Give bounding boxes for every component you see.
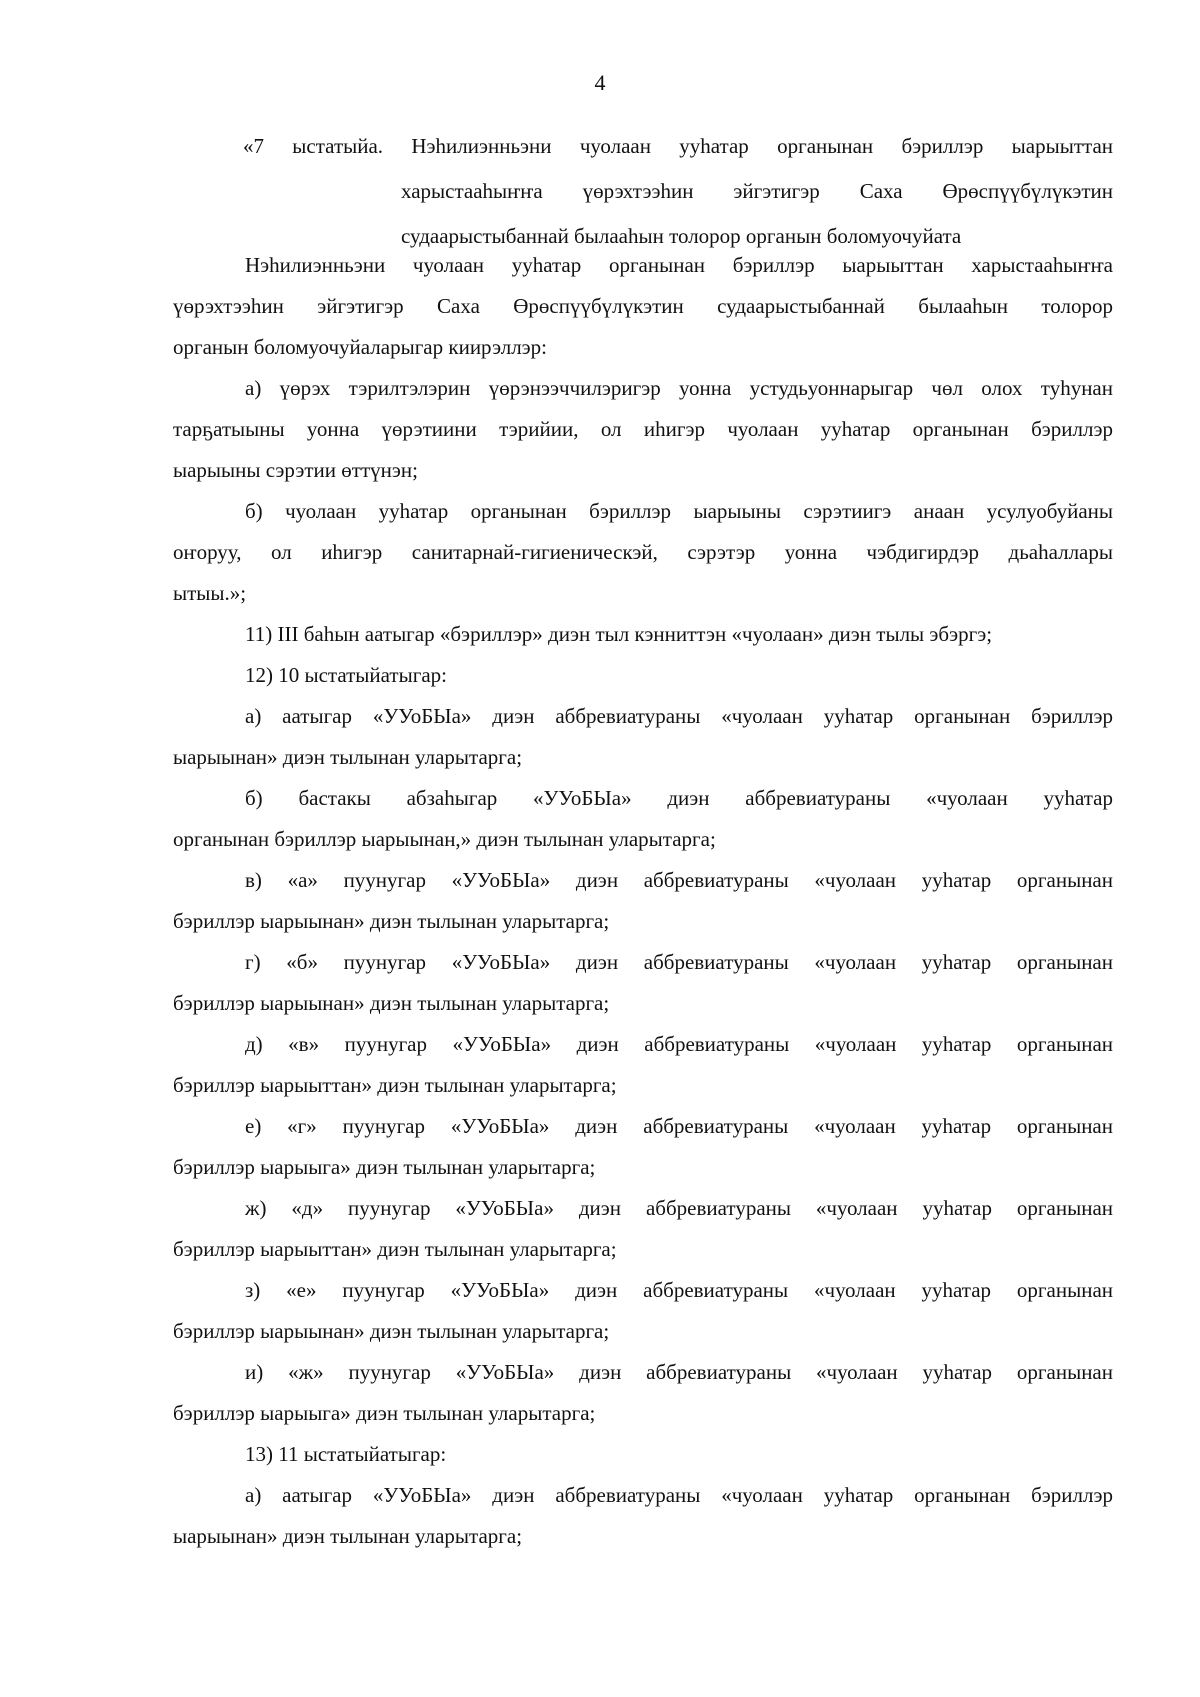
page-number: 4 — [594, 70, 606, 95]
paragraph-line: а) аатыгар «УУоБЫа» диэн аббревиатураны «чуолаан ууһатар органынан бэриллэр — [245, 704, 1113, 728]
paragraph-line: тарҕатыыны уонна үөрэтиини тэрийии, ол иһигэр чуолаан ууһатар органынан бэриллэр — [173, 417, 1113, 441]
paragraph-line: 13) 11 ыстатыйатыгар: — [245, 1442, 447, 1466]
paragraph-line: ыарыыны сэрэтии өттүнэн; — [173, 458, 418, 482]
paragraph — [173, 1106, 1113, 1188]
paragraph — [173, 1188, 1113, 1270]
paragraph — [173, 245, 1113, 368]
paragraph — [173, 368, 1113, 491]
paragraph — [173, 860, 1113, 942]
paragraph-line: ытыы.»; — [173, 581, 247, 605]
paragraph-line: ж) «д» пуунугар «УУоБЫа» диэн аббревиатураны «чуолаан ууһатар органынан — [245, 1196, 1113, 1220]
paragraph-line: г) «б» пуунугар «УУоБЫа» диэн аббревиатураны «чуолаан ууһатар органынан — [245, 950, 1113, 974]
paragraph-line: бэриллэр ыарыыттан» диэн тылынан уларытарга; — [173, 1237, 617, 1261]
paragraph-line: д) «в» пуунугар «УУоБЫа» диэн аббревиатураны «чуолаан ууһатар органынан — [245, 1032, 1113, 1056]
paragraph — [173, 491, 1113, 614]
article-heading-line: судаарыстыбаннай былааһын толорор органын боломуочуйата — [401, 224, 962, 248]
paragraph-line: е) «г» пуунугар «УУоБЫа» диэн аббревиатураны «чуолаан ууһатар органынан — [245, 1114, 1113, 1138]
paragraph — [173, 1352, 1113, 1434]
paragraph-line: бэриллэр ыарыыга» диэн тылынан уларытарга; — [173, 1155, 596, 1179]
paragraph-line: ыарыынан» диэн тылынан уларытарга; — [173, 745, 523, 769]
paragraph — [173, 614, 1113, 655]
document-body — [173, 245, 1113, 1557]
paragraph — [173, 1434, 1113, 1475]
article-heading-line: «7 ыстатыйа. Нэһилиэнньэни чуолаан ууһатар органынан бэриллэр ыарыыттан — [243, 134, 1113, 158]
paragraph-line: з) «е» пуунугар «УУоБЫа» диэн аббревиатураны «чуолаан ууһатар органынан — [245, 1278, 1113, 1302]
paragraph-line: бэриллэр ыарыынан» диэн тылынан уларытарга; — [173, 991, 610, 1015]
article-heading-line: харыстааһыҥҥа үөрэхтээһин эйгэтигэр Саха Өрөспүүбүлүкэтин — [401, 179, 1113, 203]
paragraph-line: бэриллэр ыарыыга» диэн тылынан уларытарга; — [173, 1401, 596, 1425]
paragraph-line: бэриллэр ыарыынан» диэн тылынан уларытарга; — [173, 909, 610, 933]
paragraph-line: оҥоруу, ол иһигэр санитарнай-гигиеническэй, сэрэтэр уонна чэбдигирдэр дьаһаллары — [173, 540, 1113, 564]
paragraph-line: а) үөрэх тэрилтэлэрин үөрэнээччилэригэр уонна устудьуоннарыгар чөл олох туһунан — [245, 376, 1113, 400]
paragraph-line: бэриллэр ыарыыттан» диэн тылынан уларытарга; — [173, 1073, 617, 1097]
paragraph — [173, 655, 1113, 696]
paragraph-line: Нэһилиэнньэни чуолаан ууһатар органынан бэриллэр ыарыыттан харыстааһыҥҥа — [245, 253, 1113, 277]
paragraph — [173, 778, 1113, 860]
paragraph-line: в) «а» пуунугар «УУоБЫа» диэн аббревиатураны «чуолаан ууһатар органынан — [245, 868, 1113, 892]
paragraph — [173, 1024, 1113, 1106]
paragraph-line: б) чуолаан ууһатар органынан бэриллэр ыарыыны сэрэтиигэ анаан усулуобуйаны — [245, 499, 1113, 523]
paragraph-line: ыарыынан» диэн тылынан уларытарга; — [173, 1524, 523, 1548]
paragraph-line: 12) 10 ыстатыйатыгар: — [245, 663, 447, 687]
paragraph — [173, 942, 1113, 1024]
article-heading — [243, 124, 1113, 259]
paragraph-line: 11) III баһын аатыгар «бэриллэр» диэн тыл кэнниттэн «чуолаан» диэн тылы эбэргэ; — [245, 622, 993, 646]
paragraph-line: органын боломуочуйаларыгар киирэллэр: — [173, 335, 548, 359]
paragraph-line: б) бастакы абзаһыгар «УУоБЫа» диэн аббревиатураны «чуолаан ууһатар — [245, 786, 1113, 810]
paragraph-line: органынан бэриллэр ыарыынан,» диэн тылынан уларытарга; — [173, 827, 716, 851]
paragraph — [173, 1475, 1113, 1557]
paragraph-line: үөрэхтээһин эйгэтигэр Саха Өрөспүүбүлүкэтин судаарыстыбаннай былааһын толорор — [173, 294, 1113, 318]
paragraph — [173, 696, 1113, 778]
paragraph-line: и) «ж» пуунугар «УУоБЫа» диэн аббревиатураны «чуолаан ууһатар органынан — [245, 1360, 1113, 1384]
paragraph-line: а) аатыгар «УУоБЫа» диэн аббревиатураны «чуолаан ууһатар органынан бэриллэр — [245, 1483, 1113, 1507]
paragraph-line: бэриллэр ыарыынан» диэн тылынан уларытарга; — [173, 1319, 610, 1343]
paragraph — [173, 1270, 1113, 1352]
